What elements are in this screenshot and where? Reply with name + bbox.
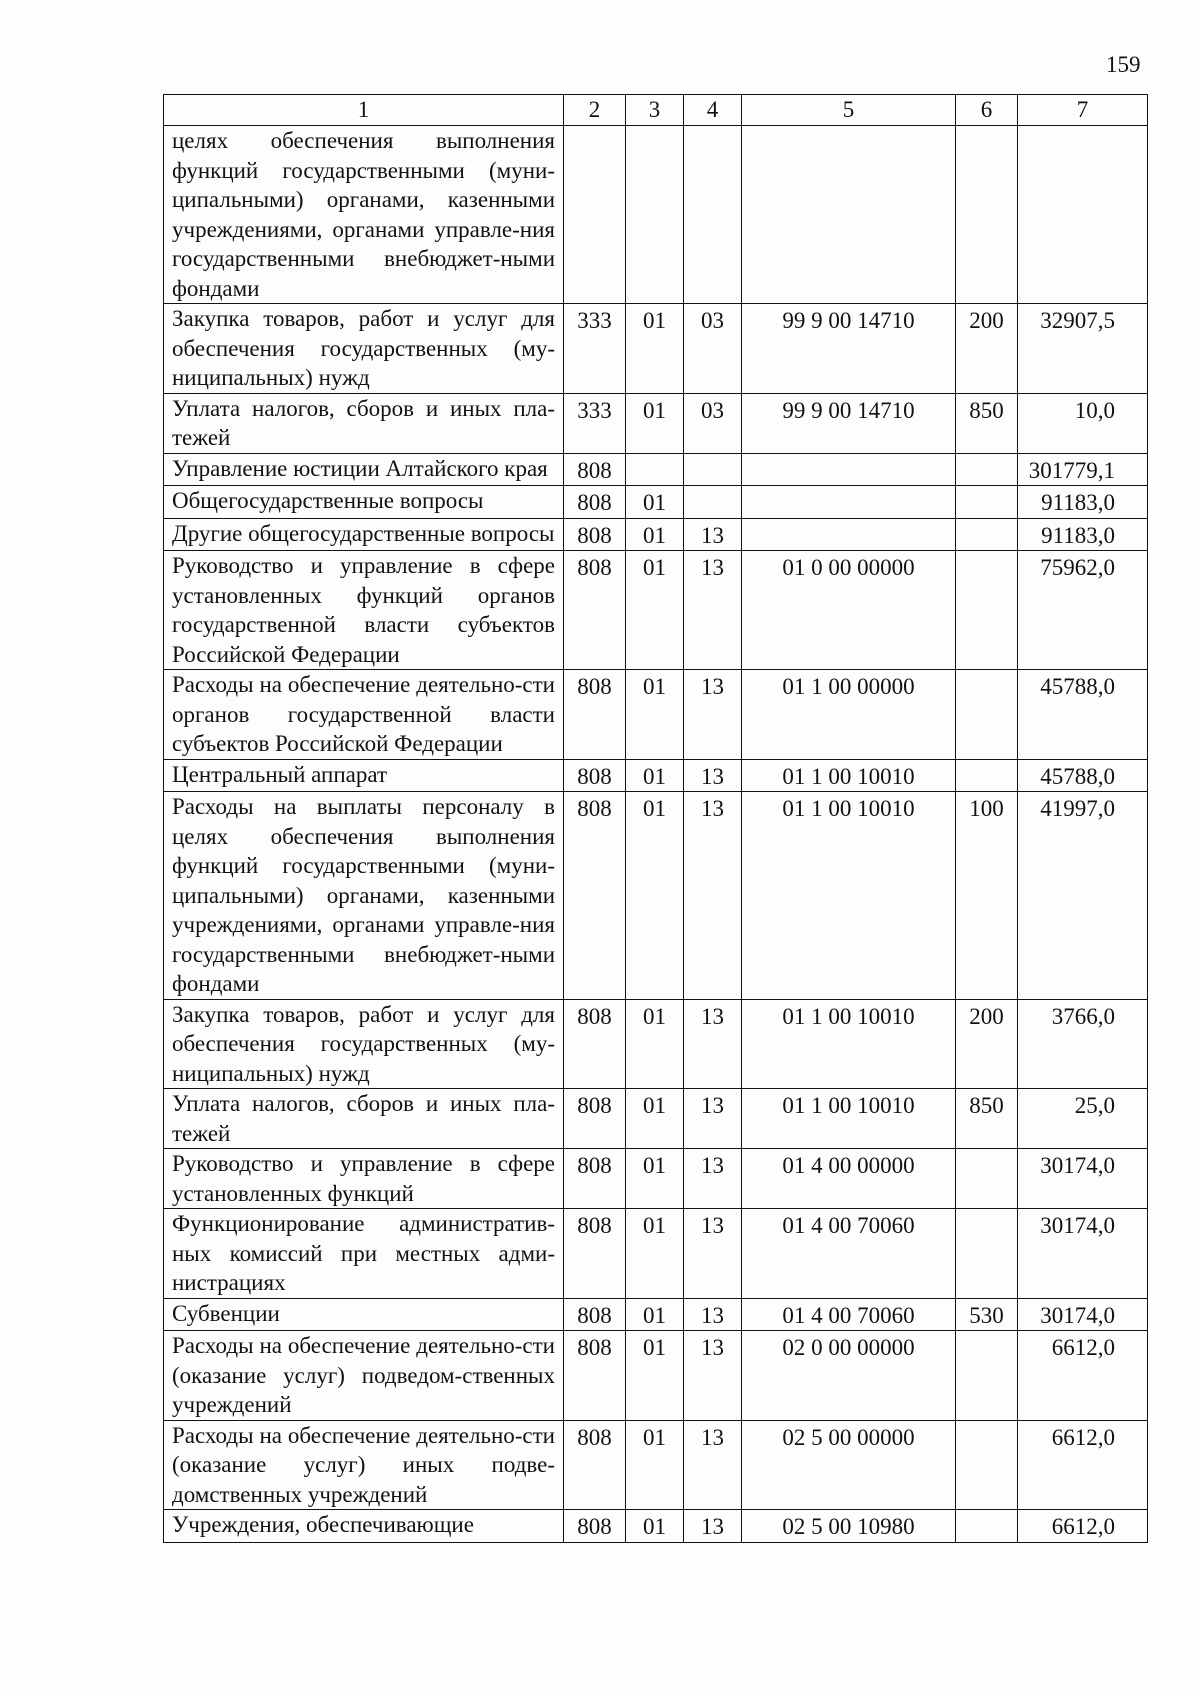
row-vr-cell <box>956 1209 1018 1299</box>
row-name-cell: Уплата налогов, сборов и иных пла-тежей <box>164 1089 564 1149</box>
row-vr-cell <box>956 1149 1018 1209</box>
row-grbs-cell: 808 <box>564 453 626 486</box>
row-name-cell: Субвенции <box>164 1298 564 1331</box>
row-csr-cell: 99 9 00 14710 <box>742 304 956 394</box>
row-rz-cell: 01 <box>626 1149 684 1209</box>
row-vr-cell <box>956 1510 1018 1543</box>
row-pr-cell: 13 <box>684 1209 742 1299</box>
row-sum-cell: 45788,0 <box>1018 759 1148 792</box>
row-csr-cell: 01 1 00 10010 <box>742 759 956 792</box>
row-rz-cell: 01 <box>626 999 684 1089</box>
row-csr-cell: 01 1 00 10010 <box>742 792 956 1000</box>
header-cell: 6 <box>956 95 1018 126</box>
row-sum-cell: 32907,5 <box>1018 304 1148 394</box>
table-row <box>164 759 1148 792</box>
row-sum-cell: 30174,0 <box>1018 1298 1148 1331</box>
table-row <box>164 999 1148 1089</box>
header-cell: 7 <box>1018 95 1148 126</box>
table-row <box>164 393 1148 453</box>
row-csr-cell <box>742 453 956 486</box>
row-grbs-cell: 808 <box>564 1331 626 1421</box>
row-grbs-cell: 808 <box>564 1089 626 1149</box>
row-sum-cell: 30174,0 <box>1018 1149 1148 1209</box>
row-name-cell: Функционирование административ-ных комиссий при местных адми-нистрациях <box>164 1209 564 1299</box>
row-grbs-cell: 808 <box>564 1149 626 1209</box>
budget-table-container <box>163 94 1147 1543</box>
row-pr-cell: 13 <box>684 1149 742 1209</box>
row-grbs-cell: 333 <box>564 393 626 453</box>
row-vr-cell <box>956 1331 1018 1421</box>
header-cell: 2 <box>564 95 626 126</box>
row-csr-cell: 02 0 00 00000 <box>742 1331 956 1421</box>
row-vr-cell: 530 <box>956 1298 1018 1331</box>
row-name-cell: Закупка товаров, работ и услуг для обеспечения государственных (му-ниципальных) нужд <box>164 999 564 1089</box>
row-csr-cell: 99 9 00 14710 <box>742 393 956 453</box>
row-grbs-cell: 808 <box>564 1209 626 1299</box>
row-vr-cell <box>956 759 1018 792</box>
row-sum-cell: 75962,0 <box>1018 551 1148 670</box>
row-vr-cell <box>956 670 1018 760</box>
row-vr-cell <box>956 1420 1018 1510</box>
table-row <box>164 518 1148 551</box>
row-vr-cell: 200 <box>956 999 1018 1089</box>
row-name-cell: Уплата налогов, сборов и иных пла-тежей <box>164 393 564 453</box>
header-cell: 4 <box>684 95 742 126</box>
row-csr-cell <box>742 126 956 304</box>
row-grbs-cell: 808 <box>564 792 626 1000</box>
table-row <box>164 1298 1148 1331</box>
row-pr-cell: 03 <box>684 304 742 394</box>
row-rz-cell: 01 <box>626 1510 684 1543</box>
row-name-cell: Расходы на выплаты персоналу в целях обеспечения выполнения функций государственными (муни-ципальными) органами, казенными учреждениями, органами управле-ния государственными внебюджет-ными фондами <box>164 792 564 1000</box>
row-rz-cell: 01 <box>626 792 684 1000</box>
row-vr-cell: 850 <box>956 393 1018 453</box>
row-pr-cell: 13 <box>684 670 742 760</box>
table-body <box>164 126 1148 1543</box>
header-row <box>164 95 1148 126</box>
row-pr-cell <box>684 486 742 519</box>
row-grbs-cell: 808 <box>564 1420 626 1510</box>
row-sum-cell: 301779,1 <box>1018 453 1148 486</box>
row-grbs-cell: 333 <box>564 304 626 394</box>
row-rz-cell: 01 <box>626 518 684 551</box>
row-name-cell: Руководство и управление в сфере установленных функций органов государственной власти субъектов Российской Федерации <box>164 551 564 670</box>
row-sum-cell: 91183,0 <box>1018 518 1148 551</box>
table-row <box>164 1510 1148 1543</box>
row-sum-cell: 6612,0 <box>1018 1331 1148 1421</box>
row-pr-cell: 13 <box>684 1331 742 1421</box>
row-grbs-cell: 808 <box>564 1510 626 1543</box>
row-name-cell: Расходы на обеспечение деятельно-сти (оказание услуг) подведом-ственных учреждений <box>164 1331 564 1421</box>
row-sum-cell: 6612,0 <box>1018 1510 1148 1543</box>
row-csr-cell <box>742 518 956 551</box>
row-grbs-cell: 808 <box>564 759 626 792</box>
row-grbs-cell: 808 <box>564 518 626 551</box>
table-row <box>164 551 1148 670</box>
header-cell: 1 <box>164 95 564 126</box>
budget-table <box>163 94 1148 1543</box>
row-csr-cell: 02 5 00 00000 <box>742 1420 956 1510</box>
row-vr-cell: 850 <box>956 1089 1018 1149</box>
row-csr-cell: 01 4 00 00000 <box>742 1149 956 1209</box>
row-grbs-cell: 808 <box>564 670 626 760</box>
row-rz-cell <box>626 453 684 486</box>
row-csr-cell: 02 5 00 10980 <box>742 1510 956 1543</box>
page-number: 159 <box>1106 52 1141 77</box>
row-name-cell: Другие общегосударственные вопросы <box>164 518 564 551</box>
row-csr-cell: 01 1 00 10010 <box>742 999 956 1089</box>
row-vr-cell <box>956 453 1018 486</box>
row-rz-cell: 01 <box>626 393 684 453</box>
table-row <box>164 1331 1148 1421</box>
row-name-cell: Центральный аппарат <box>164 759 564 792</box>
row-rz-cell: 01 <box>626 486 684 519</box>
row-pr-cell: 13 <box>684 999 742 1089</box>
header-cell: 5 <box>742 95 956 126</box>
row-pr-cell: 13 <box>684 1298 742 1331</box>
table-row <box>164 1149 1148 1209</box>
row-name-cell: Расходы на обеспечение деятельно-сти органов государственной власти субъектов Российской Федерации <box>164 670 564 760</box>
row-pr-cell: 13 <box>684 1089 742 1149</box>
table-row <box>164 453 1148 486</box>
row-rz-cell <box>626 126 684 304</box>
row-vr-cell <box>956 126 1018 304</box>
row-csr-cell: 01 1 00 00000 <box>742 670 956 760</box>
row-name-cell: Учреждения, обеспечивающие <box>164 1510 564 1543</box>
table-row <box>164 486 1148 519</box>
row-grbs-cell: 808 <box>564 486 626 519</box>
row-name-cell: Расходы на обеспечение деятельно-сти (оказание услуг) иных подве-домственных учреждений <box>164 1420 564 1510</box>
row-sum-cell: 10,0 <box>1018 393 1148 453</box>
row-rz-cell: 01 <box>626 551 684 670</box>
row-vr-cell <box>956 551 1018 670</box>
row-pr-cell <box>684 126 742 304</box>
row-grbs-cell: 808 <box>564 1298 626 1331</box>
row-rz-cell: 01 <box>626 670 684 760</box>
row-sum-cell: 45788,0 <box>1018 670 1148 760</box>
row-pr-cell: 13 <box>684 518 742 551</box>
row-pr-cell: 03 <box>684 393 742 453</box>
row-sum-cell: 3766,0 <box>1018 999 1148 1089</box>
row-sum-cell: 91183,0 <box>1018 486 1148 519</box>
row-rz-cell: 01 <box>626 1209 684 1299</box>
row-name-cell: Управление юстиции Алтайского края <box>164 453 564 486</box>
row-grbs-cell <box>564 126 626 304</box>
row-name-cell: целях обеспечения выполнения функций государственными (муни-ципальными) органами, казенными учреждениями, органами управле-ния государственными внебюджет-ными фондами <box>164 126 564 304</box>
table-row <box>164 126 1148 304</box>
row-csr-cell: 01 4 00 70060 <box>742 1209 956 1299</box>
table-row <box>164 1209 1148 1299</box>
row-rz-cell: 01 <box>626 1298 684 1331</box>
row-vr-cell: 200 <box>956 304 1018 394</box>
table-row <box>164 1420 1148 1510</box>
table-row <box>164 1089 1148 1149</box>
row-grbs-cell: 808 <box>564 551 626 670</box>
row-sum-cell: 6612,0 <box>1018 1420 1148 1510</box>
row-pr-cell: 13 <box>684 1510 742 1543</box>
row-sum-cell: 41997,0 <box>1018 792 1148 1000</box>
row-name-cell: Закупка товаров, работ и услуг для обеспечения государственных (му-ниципальных) нужд <box>164 304 564 394</box>
row-csr-cell: 01 0 00 00000 <box>742 551 956 670</box>
row-vr-cell <box>956 518 1018 551</box>
row-name-cell: Общегосударственные вопросы <box>164 486 564 519</box>
row-csr-cell: 01 1 00 10010 <box>742 1089 956 1149</box>
row-pr-cell <box>684 453 742 486</box>
row-sum-cell <box>1018 126 1148 304</box>
row-rz-cell: 01 <box>626 1420 684 1510</box>
row-pr-cell: 13 <box>684 551 742 670</box>
row-rz-cell: 01 <box>626 1331 684 1421</box>
row-rz-cell: 01 <box>626 759 684 792</box>
row-vr-cell <box>956 486 1018 519</box>
row-vr-cell: 100 <box>956 792 1018 1000</box>
row-sum-cell: 25,0 <box>1018 1089 1148 1149</box>
table-row <box>164 792 1148 1000</box>
row-rz-cell: 01 <box>626 304 684 394</box>
row-pr-cell: 13 <box>684 1420 742 1510</box>
table-row <box>164 304 1148 394</box>
row-name-cell: Руководство и управление в сфере установленных функций <box>164 1149 564 1209</box>
row-csr-cell: 01 4 00 70060 <box>742 1298 956 1331</box>
table-row <box>164 670 1148 760</box>
row-rz-cell: 01 <box>626 1089 684 1149</box>
row-grbs-cell: 808 <box>564 999 626 1089</box>
row-sum-cell: 30174,0 <box>1018 1209 1148 1299</box>
row-pr-cell: 13 <box>684 759 742 792</box>
header-cell: 3 <box>626 95 684 126</box>
row-csr-cell <box>742 486 956 519</box>
row-pr-cell: 13 <box>684 792 742 1000</box>
